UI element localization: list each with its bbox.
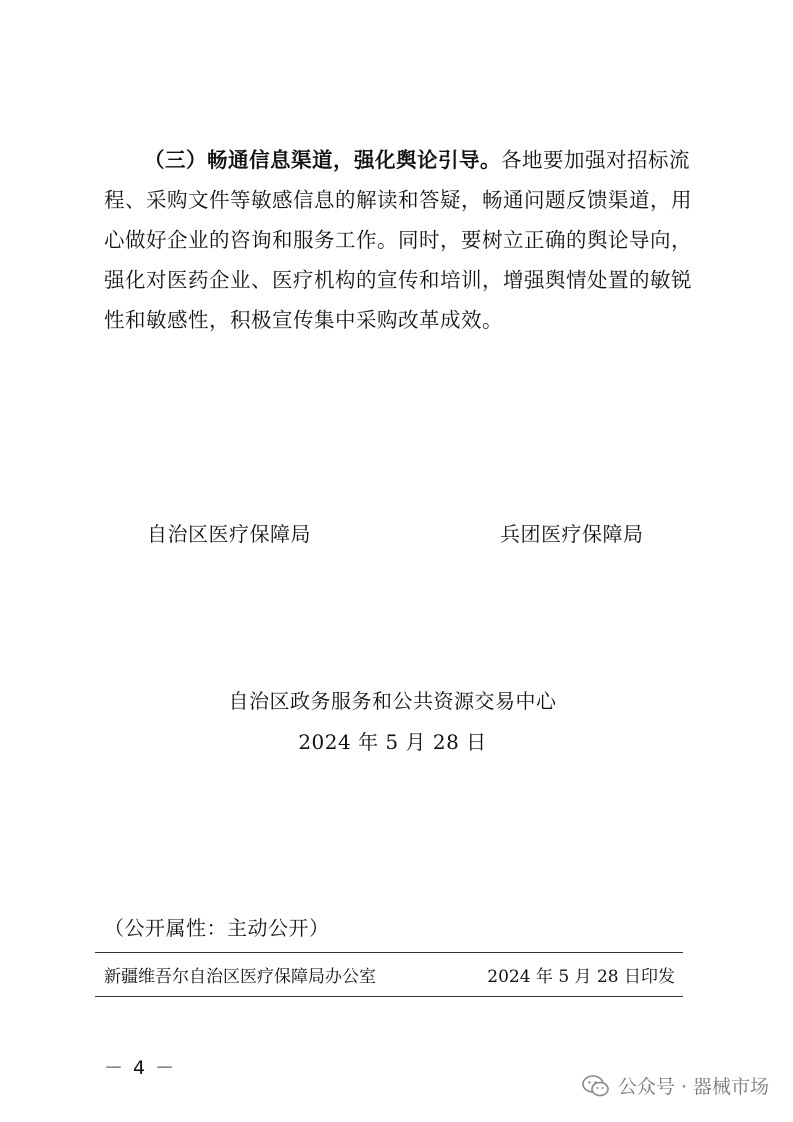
disclosure-attribute: （公开属性：主动公开）: [104, 916, 330, 940]
signature-right: 兵团医疗保障局: [500, 522, 644, 546]
paragraph-heading: （三）畅通信息渠道，强化舆论引导。: [144, 148, 501, 172]
signature-center-org: 自治区政务服务和公共资源交易中心: [228, 689, 557, 713]
footer-issue-date: 2024 年 5 月 28 日印发: [487, 967, 675, 987]
footer-rule-bottom: [95, 996, 683, 997]
footer-issuer: 新疆维吾尔自治区医疗保障局办公室: [104, 967, 376, 987]
page-number: － 4 －: [104, 1057, 177, 1079]
watermark: [582, 1072, 769, 1099]
paragraph-body: 各地要加强对招标流程、采购文件等敏感信息的解读和答疑，畅通问题反馈渠道，用心做好企业的咨询和服务工作。同时，要树立正确的舆论导向，强化对医药企业、医疗机构的宣传和培训，增强舆情处置的敏锐性和敏感性，积极宣传集中采购改革成效。: [104, 148, 692, 332]
footer-rule-top: [95, 952, 683, 953]
body-paragraph: [104, 140, 694, 340]
wechat-icon: [582, 1075, 610, 1097]
watermark-text: 公众号 · 器械市场: [617, 1076, 769, 1098]
signature-left: 自治区医疗保障局: [147, 522, 311, 546]
signature-date: 2024 年 5 月 28 日: [298, 730, 487, 754]
